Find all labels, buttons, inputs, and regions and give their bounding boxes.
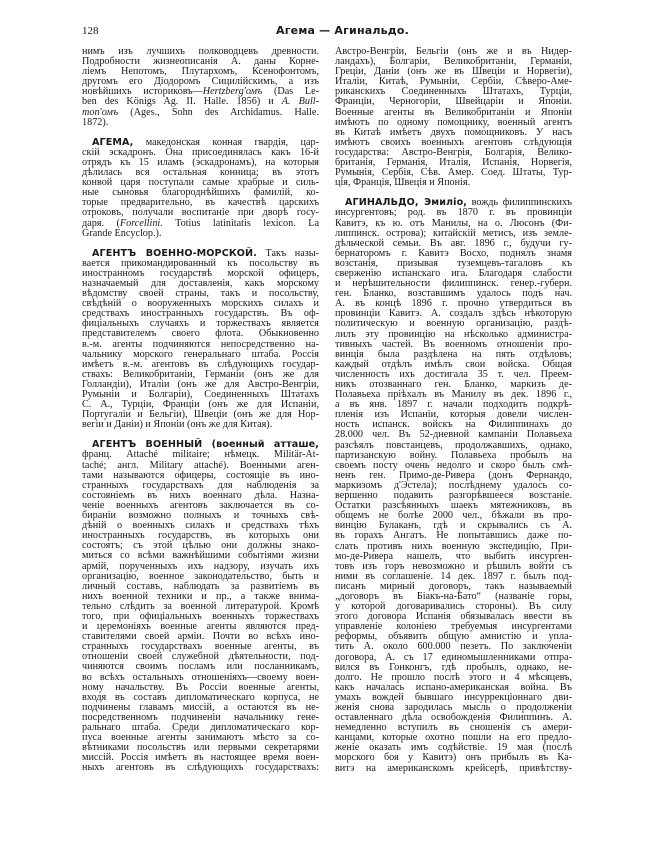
text-run: Подробности жизнеописанія А. даны Корне- bbox=[82, 56, 319, 68]
text-run: македонская конная гвардія, цар- bbox=[133, 136, 319, 148]
text-run: Полавьеха пріѣхалъ въ Манилу въ дек. 1896 г., bbox=[335, 389, 572, 401]
text-run: тельно слѣдить за военной литературой. Кромѣ bbox=[82, 600, 319, 612]
text-run: ліемъ Непотомъ, Плутархомъ, Ксенофонтомъ, bbox=[82, 66, 319, 78]
text-run: Франціи, Черногоріи, Швейцаріи и Японіи. bbox=[335, 96, 572, 108]
text-run: Военные агенты въ Великобританіи и Японіи bbox=[335, 106, 572, 118]
text-run: ному начальству. Въ Россіи военные агенты, bbox=[82, 681, 319, 693]
text-run: государства: Австро-Венгрія, Болгарія, Велико- bbox=[335, 146, 572, 158]
text-run: винція была раздѣлена на пять отдѣловъ; bbox=[335, 348, 572, 360]
text-run: Португаліи и Бельгіи), Швеціи (онъ же для Нор- bbox=[82, 409, 319, 421]
text-run: немедленно вступилъ въ сношенія съ амери- bbox=[335, 722, 572, 734]
text-run: taché; англ. Military attaché). Военными аген- bbox=[82, 459, 319, 471]
text-run: женіе оказать имъ содѣйствіе. 19 мая (послѣ bbox=[335, 742, 572, 754]
text-run: иностранныхъ государствъ, въ которыхъ они bbox=[82, 530, 319, 542]
text-run: морского боя у Кавитэ) онъ прибылъ въ Ка- bbox=[335, 752, 572, 764]
text-run: отношеніи своей служебной дѣятельности, под- bbox=[82, 651, 319, 663]
text-run: договора, А. съ 17 единомышленниками отпра- bbox=[335, 651, 572, 663]
text-run: Такъ назы- bbox=[256, 247, 319, 259]
text-run: вился въ Гонконгъ, гдѣ пробылъ, однако, не- bbox=[335, 661, 572, 673]
text-run: назначаемый для доставленія, какъ морскому bbox=[82, 277, 319, 289]
text-run: Остатки разсѣянныхъ шаекъ мятежниковъ, въ bbox=[335, 500, 572, 512]
text-run: партизанскую войну. Полавьеха пробылъ на bbox=[335, 449, 572, 461]
text-run: ними въ соглашеніе. 14 дек. 1897 г. былъ под- bbox=[335, 570, 572, 582]
text-run: отроковъ, получали воспитаніе при дворѣ госу- bbox=[82, 207, 319, 219]
text-run: какъ началась испано-американская война. Въ bbox=[335, 681, 572, 693]
text-run: ландахъ), Болгаріи, Великобританіи, Германіи, bbox=[335, 56, 572, 68]
text-run: „договоръ въ Біакъ-на-Бато“ (названіе горы, bbox=[335, 590, 572, 602]
text-run: чальнику морского генеральнаго штаба. Россія bbox=[82, 348, 319, 360]
text-run: новѣйшихъ историковъ— bbox=[82, 86, 203, 98]
text-run: этого договора Испанія обязывалась ввести въ bbox=[335, 611, 572, 623]
text-run: даря. ( bbox=[82, 217, 120, 229]
text-run: миссій. Россія имѣетъ въ настоящее время воен- bbox=[82, 752, 319, 764]
text-run: своемъ посту очень недолго и скоро былъ смѣ- bbox=[335, 459, 572, 471]
entry-heading: АГЕНТЪ ВОЕННО-МОРСКОЙ. bbox=[92, 247, 257, 259]
italic-citation: A. Bull- bbox=[281, 96, 319, 108]
italic-citation: mon'омъ bbox=[82, 106, 119, 118]
text-run: чиняются своимъ посламъ или посланникамъ, bbox=[82, 661, 319, 673]
text-run: ствахъ: Великобританіи, Германіи (онъ же для bbox=[82, 368, 319, 380]
text-run: ben des Königs Ag. II. Halle. 1856) и bbox=[82, 96, 282, 108]
encyclopedia-entry bbox=[82, 138, 319, 239]
italic-citation: Hertzberg'омъ bbox=[202, 86, 263, 98]
text-run: возстанія, призывая туземцевъ-тагаловъ къ bbox=[335, 257, 572, 269]
text-line bbox=[82, 118, 319, 128]
text-run: Кавитэ, къ ю. отъ Манилы, на о. Люсонъ (Фи- bbox=[335, 217, 572, 229]
text-run: иностранномъ государствѣ морской офицеръ, bbox=[82, 267, 319, 279]
text-run: того, при офиціальныхъ военныхъ торжествахъ bbox=[82, 610, 319, 622]
running-title: Агема — Агинальдо. bbox=[276, 24, 410, 37]
entry-heading: АГЕНТЪ ВОЕННЫЙ (военный атташе, bbox=[92, 439, 319, 451]
text-run: вегіи и Даніи) и Японіи (онъ же для Китая). bbox=[82, 419, 273, 431]
text-run: ген. Бланко, возставшимъ удалось подъ нач. bbox=[335, 288, 572, 300]
text-run: оставленнаго дѣла освобожденія Филиппинъ. А. bbox=[335, 712, 572, 724]
text-run: посредственномъ подчиненіи начальнику гене- bbox=[82, 711, 319, 723]
text-run: лилъ эту провинцію на нѣсколько администра- bbox=[335, 328, 572, 340]
text-run: ція, Франція, Швеція и Японія. bbox=[335, 177, 471, 189]
text-run: в.-м. агенты подчиняются непосредственно на- bbox=[82, 338, 319, 350]
text-run: слать противъ нихъ военную экспедицію, При- bbox=[335, 540, 572, 552]
text-run: политическую и военную организацію, раздѣ- bbox=[335, 318, 572, 330]
text-run: во всѣхъ остальныхъ отношеніяхъ—своему воен- bbox=[82, 671, 319, 683]
text-run: вершенно подавить разгорѣвшееся возстаніе. bbox=[335, 490, 572, 502]
text-run: тить А. около 600.000 пезетъ. По заключеніи bbox=[335, 641, 572, 653]
text-run: и церемоніяхъ военные агенты являются пред- bbox=[82, 621, 319, 633]
text-run: подчинены главамъ миссій, а остаются въ не- bbox=[82, 701, 319, 713]
text-run: липпинск. острова); китайскій метисъ, изъ земле- bbox=[335, 227, 572, 239]
text-run: общемъ не болѣе 2000 чел., бѣжали въ про- bbox=[335, 510, 572, 522]
text-run: странныхъ государствахъ военные агенты, въ bbox=[82, 641, 319, 653]
text-run: въ Китаѣ имѣетъ двухъ помощниковъ. У насъ bbox=[335, 126, 572, 138]
text-run: провинціи Кавитэ. А. создалъ здѣсь нѣкоторую bbox=[335, 308, 572, 320]
text-run: Греціи, Даніи (онъ же въ Швеціи и Норвегіи), bbox=[335, 66, 572, 78]
text-run: Италіи, Китаѣ, Румыніи, Сербіи, Сѣверо-Аме- bbox=[335, 76, 572, 88]
text-run: Румынія, Сербія, Сѣв. Амер. Соед. Штаты, Тур- bbox=[335, 167, 572, 179]
text-run: управленіе колоніею требуемыя инсургентами bbox=[335, 621, 572, 633]
text-run: торые предварительно, въ качествѣ царскихъ bbox=[82, 197, 319, 209]
text-run: А. въ концѣ 1896 г. прочно утвердиться въ bbox=[335, 298, 572, 310]
text-run: 1872). bbox=[82, 116, 109, 128]
text-run: представителемъ своего флота. Обыкновенно bbox=[82, 328, 319, 340]
text-run: ные сыновья благороднѣйшихъ фамилій, ко- bbox=[82, 187, 319, 199]
text-run: сверженію испанскаго ига. Благодаря слабости bbox=[335, 267, 572, 279]
text-run: нимъ изъ лучшихъ полководцевъ древности. bbox=[82, 46, 319, 57]
entry-heading: АГЕМА, bbox=[92, 136, 134, 148]
text-run: имѣютъ по одному помощнику, военный агентъ bbox=[335, 116, 572, 128]
text-run: Австро-Венгріи, Бельгіи (онъ же и въ Нидер- bbox=[335, 46, 572, 57]
encyclopedia-entry bbox=[82, 249, 319, 431]
encyclopedia-entry bbox=[335, 198, 572, 773]
text-line bbox=[335, 764, 572, 774]
text-line bbox=[82, 763, 319, 773]
page-number: 128 bbox=[82, 25, 99, 37]
text-run: разсѣялъ повстанцевъ, продолжавшихъ, однако, bbox=[335, 439, 572, 451]
text-run: пленія изъ Испаніи, которыя довели числен- bbox=[335, 409, 572, 421]
text-run: Румыніи и Болгаріи), Соединенныхъ Штатахъ bbox=[82, 389, 319, 400]
text-run: дѣльческой семьи. Въ авг. 1896 г., будучи гу- bbox=[335, 237, 572, 249]
text-line bbox=[335, 178, 572, 188]
text-run: Grande Encyclop.). bbox=[82, 227, 162, 239]
text-run: пуса военные агенты занимаютъ мѣсто за со- bbox=[82, 732, 319, 744]
text-run: у которой договаривались стороны). Въ силу bbox=[335, 601, 572, 613]
text-run: никъ отозваннаго ген. Бланко, маркизъ де- bbox=[335, 379, 572, 390]
text-run: женія снова зародилась мысль о продолженіи bbox=[335, 702, 572, 713]
text-run: инсургентовъ; род. въ 1870 г. въ провинціи bbox=[335, 207, 572, 219]
entry-continuation bbox=[335, 47, 572, 188]
text-run: нихъ военной техники и пр., а также внима- bbox=[82, 590, 319, 602]
text-run: бернаторомъ г. Кавитэ Восхо, поднялъ знамя bbox=[335, 247, 572, 259]
text-run: состоятъ; съ этой цѣлью они должны знако- bbox=[82, 540, 319, 552]
text-run: (Ages., Sohn des Archidamus. Halle. bbox=[118, 106, 319, 118]
text-run: винцію Булаканъ, гдѣ и скрывались съ А. bbox=[335, 520, 572, 532]
encyclopedia-entry bbox=[82, 440, 319, 773]
text-run: странныхъ государствахъ для наблюденія за bbox=[82, 479, 319, 491]
text-run: мо-де-Ривера нашелъ, что выбить инсурген- bbox=[335, 550, 572, 562]
text-run: ченіе военныхъ агентовъ заключается въ со- bbox=[82, 499, 319, 511]
text-run: С. А., Турціи, Франціи (онъ же для Испаніи, bbox=[82, 399, 319, 411]
text-run: въ горахъ Ангатъ. Не попытавшись даже по- bbox=[335, 530, 572, 542]
text-run: имѣетъ в.-м. агентовъ въ слѣдующихъ государ- bbox=[82, 358, 319, 370]
text-run: Totius latinitatis lexicon. La bbox=[162, 217, 319, 229]
text-run: дѣлилась вся остальная конница; въ этотъ bbox=[82, 167, 319, 179]
text-run: витэ на американскомъ крейсерѣ, привѣтству- bbox=[335, 762, 572, 774]
text-run: британія, Германія, Италія, Испанія, Норвегія, bbox=[335, 157, 572, 169]
text-run: численность ихъ достигала 35 т. чел. Преем- bbox=[335, 368, 572, 380]
text-run: умахъ вождей бывшаго инсуррекціоннаго дви- bbox=[335, 691, 572, 703]
text-run: каждый отдѣлъ имѣлъ свои войска. Общая bbox=[335, 358, 572, 370]
text-line bbox=[82, 229, 319, 239]
text-run: входя въ составъ дипломатическаго корпуса, не bbox=[82, 691, 319, 703]
text-run: вѣтниками посольствъ или первыми секретарями bbox=[82, 742, 319, 754]
text-run: маркизомъ д'Эстела); послѣднему удалось со- bbox=[335, 479, 572, 491]
entry-continuation bbox=[82, 47, 319, 128]
text-run: 28.000 чел. Въ 52-дневной кампаніи Полавьеха bbox=[335, 429, 572, 441]
text-run: дѣній о военныхъ силахъ и средствахъ тѣхъ bbox=[82, 520, 319, 532]
text-run: ненъ ген. Примо-де-Ривера (донъ Фернандо, bbox=[335, 469, 572, 481]
text-run: фиціальныхъ случаяхъ и торжествахъ является bbox=[82, 318, 319, 330]
text-run: (Das Le- bbox=[262, 86, 320, 98]
text-line bbox=[82, 108, 319, 118]
text-run: скій эскадронъ. Она присоединялась какъ 16-й bbox=[82, 146, 319, 158]
entry-heading: АГИНАЛЬДО, Эмиліо, bbox=[345, 197, 468, 209]
text-run: писанъ мирный договоръ, такъ называемый bbox=[335, 580, 572, 592]
text-run: конвой царя поступали самые храбрые и силь- bbox=[82, 177, 319, 189]
text-run: вѣдомству своей страны, такъ и посольству, bbox=[82, 288, 319, 300]
text-run: личный составъ, наблюдать за развитіемъ въ bbox=[82, 580, 319, 592]
text-run: Голландіи), Италіи (онъ же для Австро-Венгріи, bbox=[82, 378, 319, 390]
text-run: отрядъ къ 15 иламъ (эскадронамъ), на которыя bbox=[82, 156, 319, 168]
text-run: имѣютъ своихъ военныхъ агентовъ слѣдующія bbox=[335, 136, 572, 148]
left-column bbox=[82, 47, 319, 783]
text-run: вается прикомандированный къ посольству въ bbox=[82, 257, 319, 269]
italic-citation: Forcellini. bbox=[119, 217, 163, 229]
text-run: миться со всѣми важнѣйшими событіями жизни bbox=[82, 550, 319, 562]
text-run: средствахъ иностранныхъ государствъ. Въ оф- bbox=[82, 308, 319, 320]
text-run: ность испанск. войскъ на Филиппинахъ до bbox=[335, 419, 572, 431]
text-run: франц. Attaché militaire; нѣмецк. Militär-At- bbox=[82, 449, 319, 461]
text-run: состояніемъ въ нихъ военнаго дѣла. Назна- bbox=[82, 489, 319, 501]
text-run: тивныхъ частей. Въ военномъ отношеніи про- bbox=[335, 338, 572, 350]
text-run: и нерѣшительности филиппинск. генер.-губерн. bbox=[335, 278, 572, 290]
text-run: риканскихъ Соединенныхъ Штатахъ, Турціи, bbox=[335, 86, 572, 98]
text-run: тами называются офицеры, состоящіе въ ино- bbox=[82, 469, 319, 481]
text-run: товъ изъ горъ невозможно и рѣшилъ войти съ bbox=[335, 560, 572, 572]
text-line bbox=[82, 420, 319, 430]
text-run: бираніи возможно полныхъ и точныхъ свѣ- bbox=[82, 510, 319, 522]
text-run: а въ янв. 1897 г. начали подходить подкрѣ- bbox=[335, 399, 572, 411]
text-run: организацію, военное законодательство, быть и bbox=[82, 570, 319, 582]
text-run: армій, порученныхъ ихъ надзору, изучать ихъ bbox=[82, 560, 319, 572]
text-run: канцами, которые охотно пошли на его предло- bbox=[335, 732, 572, 744]
text-run: свѣдѣній о вооруженныхъ морскихъ силахъ и bbox=[82, 298, 319, 310]
text-run: вождь филиппинскихъ bbox=[467, 197, 572, 209]
text-run: другомъ его Діодоромъ Сицилійскимъ, а изъ bbox=[82, 76, 319, 88]
text-run: ральнаго штаба. Среди дипломатическаго кор- bbox=[82, 722, 319, 733]
text-run: ставителями своей арміи. Почти во всѣхъ ино- bbox=[82, 631, 319, 643]
text-run: реформы, объявить общую амнистію и упла- bbox=[335, 631, 572, 643]
right-column bbox=[335, 47, 572, 784]
text-run: долго. Не прошло послѣ этого и 4 мѣсяцевъ, bbox=[335, 671, 572, 683]
text-run: ныхъ агентовъ въ слѣдующихъ государствахъ: bbox=[82, 762, 319, 774]
